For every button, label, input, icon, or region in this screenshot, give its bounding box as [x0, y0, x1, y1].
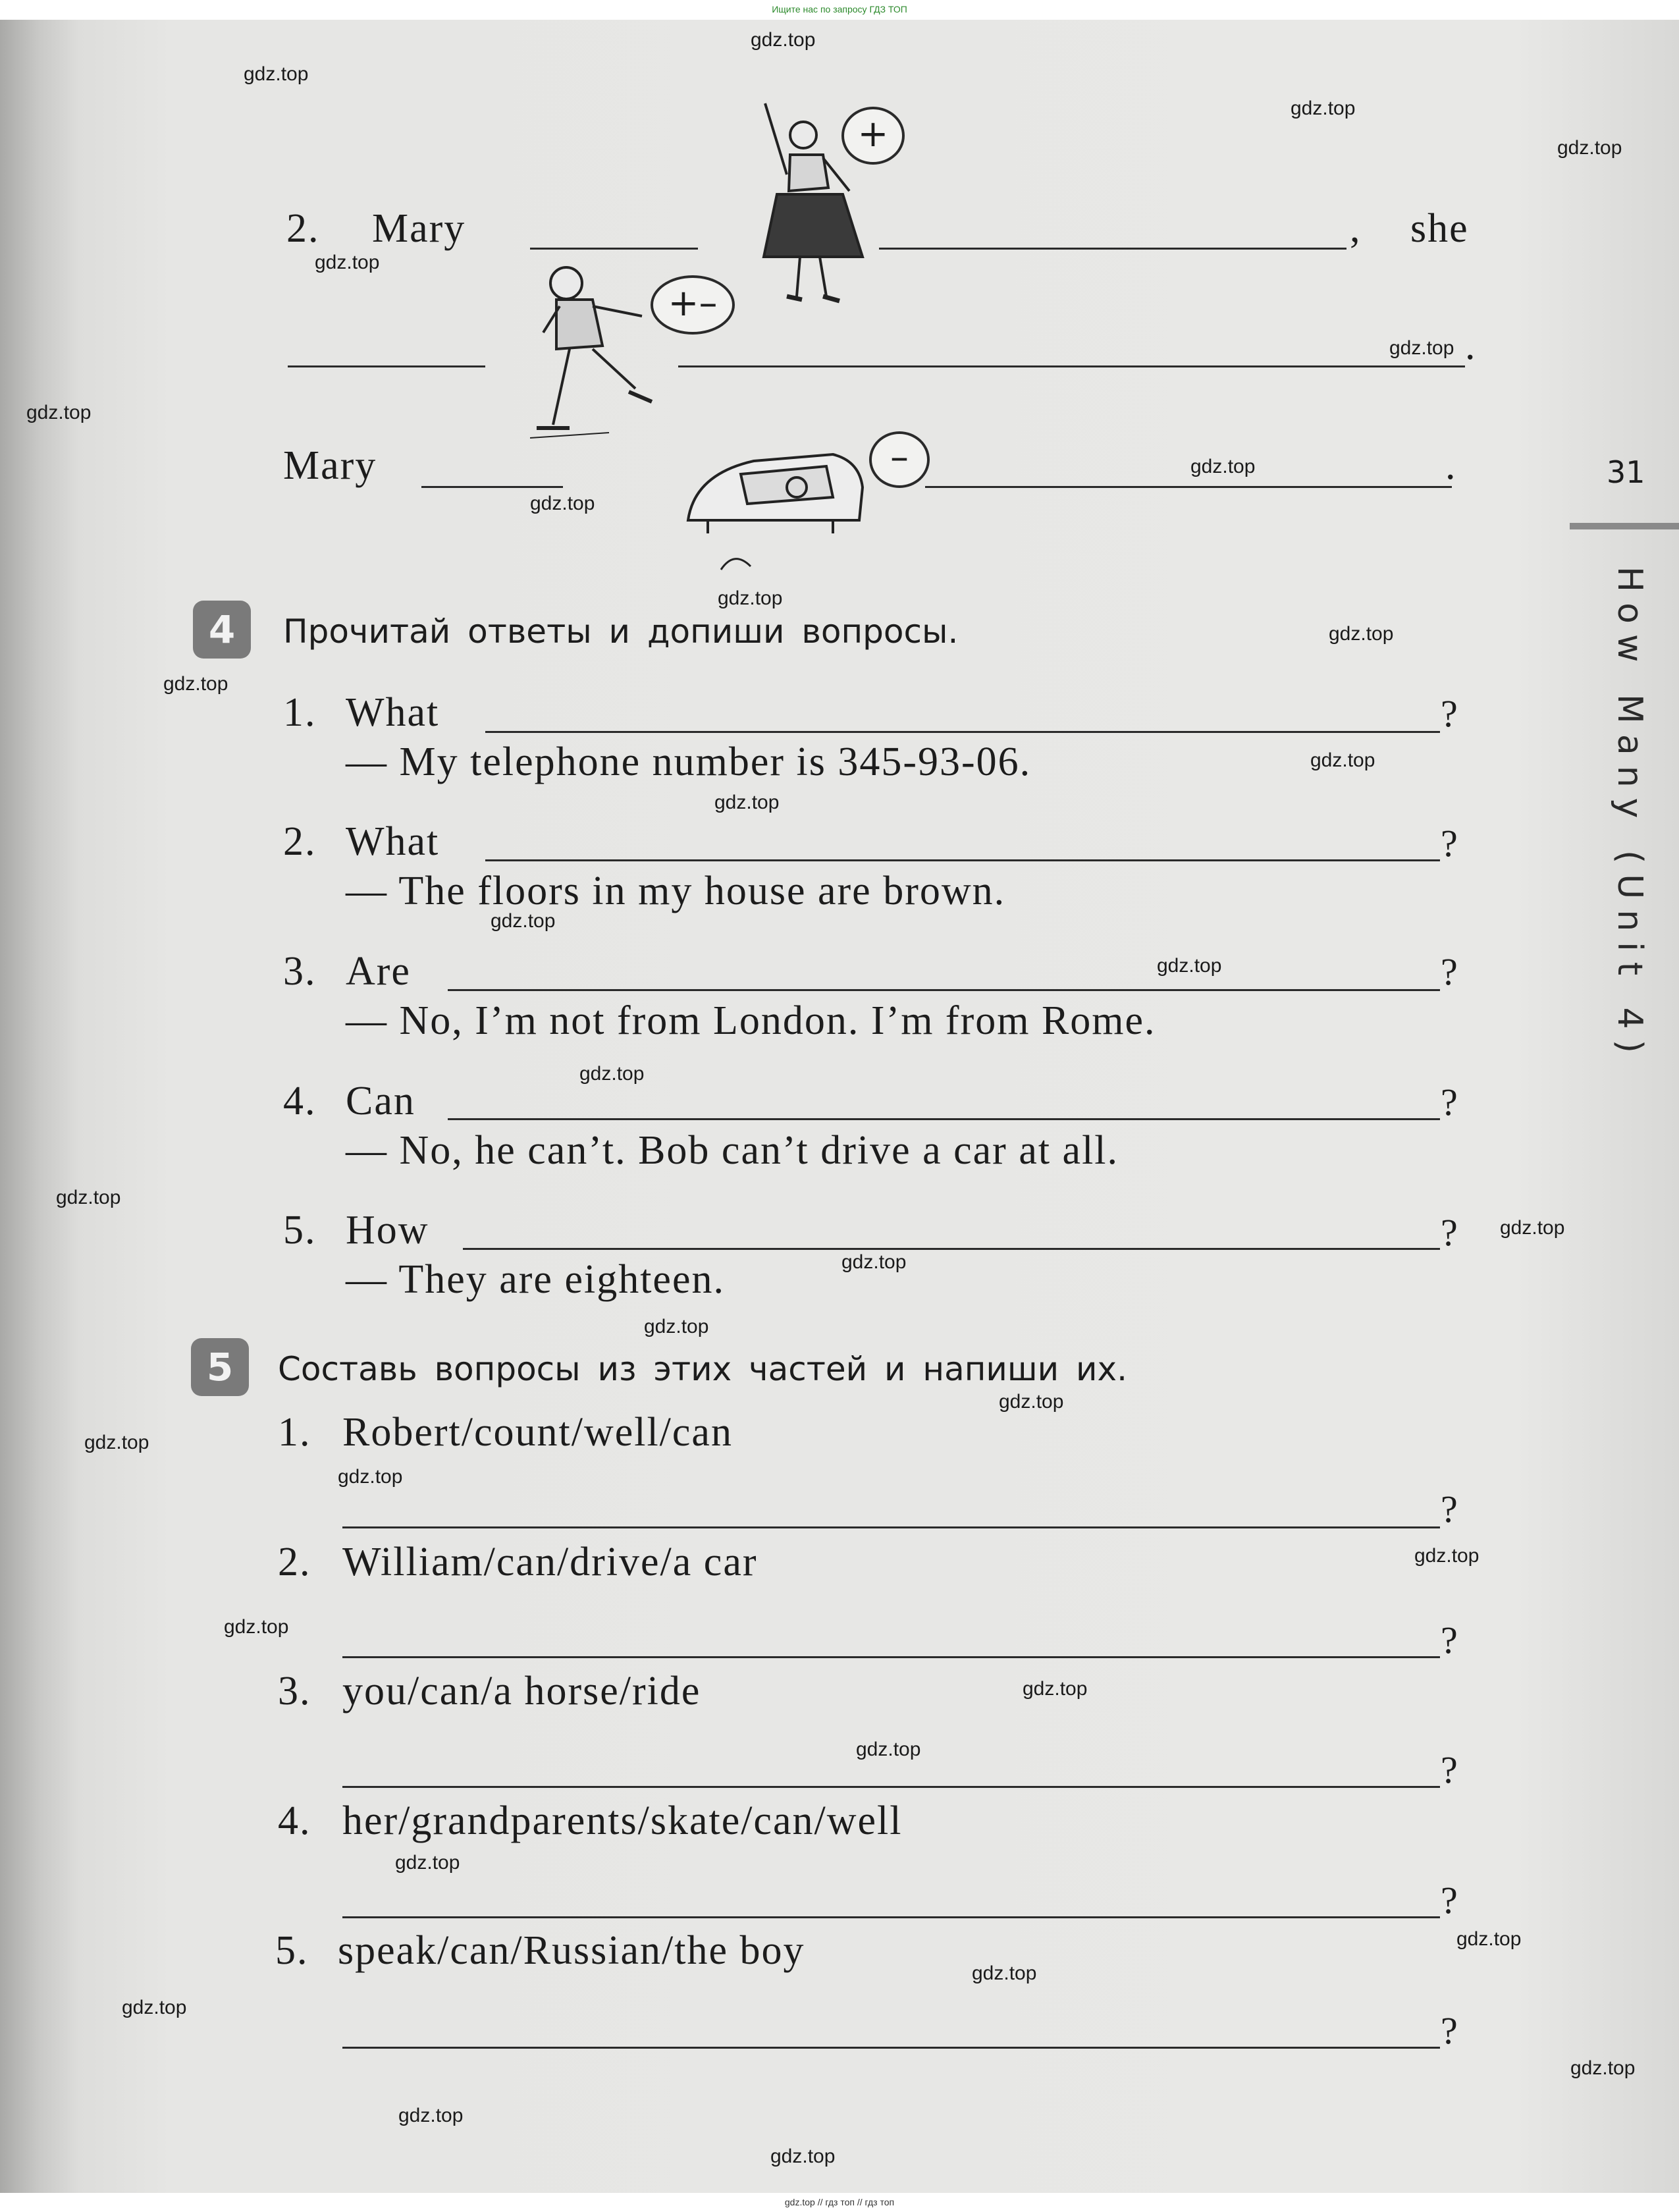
watermark: gdz.top [1310, 749, 1375, 771]
watermark: gdz.top [1329, 623, 1394, 645]
task5-item4-num: 4. [278, 1798, 311, 1843]
watermark: gdz.top [395, 1852, 460, 1874]
task4-instruction: Прочитай ответы и допиши вопросы. [283, 612, 959, 651]
side-divider [1570, 523, 1679, 529]
t3-comma: , [1350, 206, 1362, 251]
task5-instruction: Составь вопросы из этих частей и напиши их. [278, 1350, 1128, 1388]
dancing-girl-illustration [751, 95, 869, 313]
watermark: gdz.top [491, 910, 556, 932]
task4-item5-qmark: ? [1441, 1211, 1458, 1254]
plus-minus-sign-icon: +– [651, 275, 735, 335]
watermark: gdz.top [338, 1466, 403, 1488]
task4-item2-qmark: ? [1441, 822, 1458, 865]
task5-item2-blank[interactable] [342, 1656, 1440, 1658]
task5-badge: 5 [191, 1338, 249, 1396]
task4-item2-num: 2. [283, 819, 317, 864]
t3-she: she [1410, 206, 1469, 251]
t3-blank-1[interactable] [530, 248, 698, 250]
task4-item3-num: 3. [283, 949, 317, 994]
minus-sign-icon: – [869, 431, 930, 488]
side-title: How Many (Unit 4) [1610, 566, 1649, 1064]
bottom-banner-text: gdz.top // гдз топ // гдз топ [784, 2197, 895, 2207]
task4-item4-qmark: ? [1441, 1081, 1458, 1123]
top-banner-text: Ищите нас по запросу ГДЗ ТОП [772, 4, 907, 14]
task5-item4-words: her/grandparents/skate/can/well [342, 1798, 903, 1843]
watermark: gdz.top [770, 2145, 836, 2167]
bottom-banner [0, 2193, 1679, 2212]
watermark: gdz.top [644, 1316, 709, 1337]
task5-item4-blank[interactable] [342, 1916, 1440, 1918]
t3-blank-4[interactable] [678, 365, 1465, 367]
task5-item5-num: 5. [275, 1928, 309, 1973]
task4-item4-answer: — No, he can’t. Bob can’t drive a car at all. [346, 1128, 1119, 1173]
task4-item3-qmark: ? [1441, 950, 1458, 993]
task5-item5-words: speak/can/Russian/the boy [338, 1928, 805, 1973]
watermark: gdz.top [26, 402, 92, 423]
task4-item1-answer: — My telephone number is 345-93-06. [346, 740, 1032, 784]
task5-item2-num: 2. [278, 1540, 311, 1584]
task5-item3-num: 3. [278, 1669, 311, 1713]
t3-blank-3[interactable] [288, 365, 485, 367]
t3-dot-2: . [1445, 443, 1457, 488]
task4-item1-start: What [346, 690, 440, 735]
watermark: gdz.top [224, 1616, 289, 1638]
task4-item4-num: 4. [283, 1079, 317, 1123]
watermark: gdz.top [84, 1432, 149, 1453]
watermark: gdz.top [1557, 137, 1622, 159]
watermark: gdz.top [1389, 337, 1454, 359]
watermark: gdz.top [1023, 1678, 1088, 1700]
watermark: gdz.top [1190, 456, 1256, 477]
t3-blank-2[interactable] [879, 248, 1346, 250]
watermark: gdz.top [1414, 1545, 1479, 1567]
task5-item1-blank[interactable] [342, 1526, 1440, 1528]
task5-item3-qmark: ? [1441, 1748, 1458, 1791]
watermark: gdz.top [751, 29, 816, 51]
task4-item1-num: 1. [283, 690, 317, 735]
task4-badge: 4 [193, 601, 251, 659]
task4-item4-start: Can [346, 1079, 415, 1123]
watermark: gdz.top [856, 1739, 921, 1760]
task5-item1-num: 1. [278, 1410, 311, 1455]
watermark: gdz.top [1291, 97, 1356, 119]
watermark: gdz.top [579, 1063, 645, 1085]
task5-item3-words: you/can/a horse/ride [342, 1669, 701, 1713]
task4-item3-blank[interactable] [448, 989, 1440, 991]
watermark: gdz.top [1157, 955, 1222, 977]
task5-item1-qmark: ? [1441, 1488, 1458, 1530]
task4-item1-blank[interactable] [485, 731, 1440, 733]
t3-item2-name: Mary [372, 206, 466, 251]
watermark: gdz.top [244, 63, 309, 85]
task4-item5-start: How [346, 1208, 429, 1253]
plus-sign-icon: + [841, 107, 905, 165]
task4-item2-start: What [346, 819, 440, 864]
task4-item5-blank[interactable] [463, 1248, 1440, 1250]
watermark: gdz.top [999, 1391, 1064, 1413]
task5-item4-qmark: ? [1441, 1879, 1458, 1922]
watermark: gdz.top [718, 587, 783, 609]
t3-blank-5[interactable] [421, 486, 563, 488]
task4-item4-blank[interactable] [448, 1118, 1440, 1120]
task5-item5-qmark: ? [1441, 2009, 1458, 2052]
watermark: gdz.top [163, 673, 228, 695]
watermark: gdz.top [1500, 1217, 1565, 1239]
t3-item2-num: 2. [286, 206, 320, 251]
watermark: gdz.top [56, 1187, 121, 1208]
watermark: gdz.top [530, 493, 595, 514]
task4-item2-answer: — The floors in my house are brown. [346, 869, 1006, 913]
task4-item3-start: Are [346, 949, 411, 994]
car-illustration [681, 435, 869, 593]
watermark: gdz.top [122, 1997, 187, 2018]
task5-item1-words: Robert/count/well/can [342, 1410, 733, 1455]
task4-item5-num: 5. [283, 1208, 317, 1253]
watermark: gdz.top [398, 2105, 464, 2126]
watermark: gdz.top [315, 252, 380, 273]
task4-item5-answer: — They are eighteen. [346, 1257, 725, 1302]
watermark: gdz.top [1456, 1928, 1522, 1950]
task5-item2-words: William/can/drive/a car [342, 1540, 758, 1584]
task4-item1-qmark: ? [1441, 692, 1458, 735]
top-banner [0, 0, 1679, 20]
task5-item3-blank[interactable] [342, 1786, 1440, 1788]
skating-girl-illustration [530, 260, 672, 448]
t3-blank-6[interactable] [925, 486, 1452, 488]
task5-item2-qmark: ? [1441, 1619, 1458, 1661]
t3-dot-1: . [1465, 323, 1477, 368]
watermark: gdz.top [841, 1251, 907, 1273]
watermark: gdz.top [714, 792, 780, 813]
watermark: gdz.top [972, 1962, 1037, 1984]
task4-item2-blank[interactable] [485, 859, 1440, 861]
task4-item3-answer: — No, I’m not from London. I’m from Rome. [346, 998, 1156, 1043]
watermark: gdz.top [1570, 2057, 1636, 2079]
task5-item5-blank[interactable] [342, 2047, 1440, 2049]
page-number: 31 [1607, 454, 1645, 490]
t3-mary-2: Mary [283, 443, 377, 488]
